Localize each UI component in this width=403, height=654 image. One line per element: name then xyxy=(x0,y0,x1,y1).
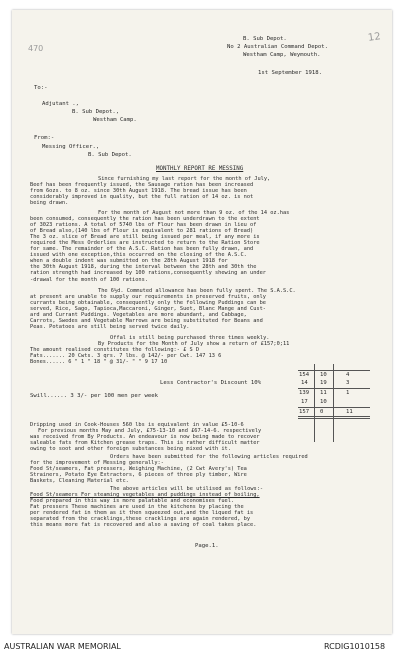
swill-pounds: 17 xyxy=(301,399,308,405)
from-line-2: B. Sub Depot. xyxy=(88,152,132,158)
text-line: owing to soot and other foreign substances being mixed with it. xyxy=(30,446,231,453)
text-line: Bones...... 6 " 1 " 18 " @ 31/- " " 9 17 10 xyxy=(30,359,168,366)
text-line: for same. The remainder of the A.S.C. Ration has been fully drawn, and xyxy=(30,246,254,253)
letterhead-unit: B. Sub Depot. xyxy=(243,36,287,42)
text-line: The amount realised constitutes the following:- £ S D xyxy=(30,347,200,354)
text-line: of 3023 rations. A total of 5740 lbs of Flour has been drawn in lieu of xyxy=(30,222,257,229)
text-line: Food prepared in this way is more palatable and economises fuel. xyxy=(30,498,235,505)
report-title: MONTHLY REPORT RE MESSING xyxy=(156,166,244,172)
from-label: From:- xyxy=(34,135,55,141)
text-line: The 3 oz. slice of Bread are still being issued per meal, if any more is xyxy=(30,234,260,241)
to-line-2: B. Sub Depot., xyxy=(72,109,120,115)
text-line: ration strength had increased by 100 rations,consequently shewing an under xyxy=(30,270,266,277)
footer-archive-id: RCDIG1010158 xyxy=(324,642,386,651)
swill-label: Swill...... 3 3/- per 100 men per week xyxy=(30,393,158,399)
to-line-1: Adjutant ., xyxy=(42,101,80,107)
discount-shillings: 19 xyxy=(320,380,327,386)
letter-date: 1st September 1918. xyxy=(258,70,322,76)
discount-pounds: 14 xyxy=(301,380,308,386)
text-line: for the improvement of Messing generally:- xyxy=(30,460,164,467)
net-pounds: 139 xyxy=(299,390,310,396)
footer-archive-name: AUSTRALIAN WAR MEMORIAL xyxy=(4,642,121,651)
paragraph-6-orders xyxy=(30,454,384,484)
text-line: Since furnishing my last report for the month of July, xyxy=(98,176,271,182)
text-line: For the month of August not more than 9 oz. of the 14 oz.has xyxy=(98,210,290,216)
text-line: saleable fats from Kitchen grease traps. This is rather difficult matter xyxy=(30,440,260,447)
text-line: Offal is still being purchased three times weekly. xyxy=(110,335,270,341)
text-line: required the Mess Orderlies are instructed to return to the Ration Store xyxy=(30,240,260,247)
text-line: Carrots, Swedes and Vegetable Marrows are being substituted for Beans and xyxy=(30,318,263,325)
pencil-mark-left: 470 xyxy=(28,44,44,53)
text-line: Strainers, Potato Eye Extractors, 6 pieces of three ply timber, Wire xyxy=(30,472,247,479)
discount-pence: 3 xyxy=(346,380,350,386)
text-line: Food St/seamers, Fat pressers, Weighing Machine, (2 Cwt Avery's) Tea xyxy=(30,466,247,473)
text-line: Beef has been frequently issued, the Sausage ration has been increased xyxy=(30,182,254,189)
sum-rule xyxy=(298,388,370,389)
text-line: Fats....... 20 Cwts. 3 qrs. 7 lbs. @ 142/- per Cwt. 147 13 6 xyxy=(30,353,222,360)
text-line: Fat pressers These machines are used in the kitchens by placing the xyxy=(30,504,244,511)
sum-rule xyxy=(298,370,370,371)
sum-rule xyxy=(298,407,370,408)
paragraph-3 xyxy=(30,288,384,330)
page-number: Page.1. xyxy=(195,543,219,549)
paragraph-4-by-products xyxy=(30,335,390,365)
net-pence: 1 xyxy=(346,390,350,396)
text-line: Peas. Potatoes are still being served twice daily. xyxy=(30,324,190,331)
text-line: been consumed, consequently the ration has been underdrawn to the extent xyxy=(30,216,260,223)
text-line: For previous months May and July, £75-13-10 and £67-14-6. respectively xyxy=(38,428,262,435)
text-line: separated from the cracklings,these cracklings are again rendered, by xyxy=(30,516,251,523)
text-line: this means more fat is recovered and also a saving of coal takes place. xyxy=(30,522,257,529)
text-line: By Products for the Month of July show a return of £157;0;11 xyxy=(98,341,290,348)
text-line: of Bread also,(140 lbs of Flour is equivalent to 281 rations of Bread) xyxy=(30,228,254,235)
subtotal-shillings: 10 xyxy=(320,372,327,378)
subtotal-pounds: 154 xyxy=(299,372,310,378)
paragraph-7-usage xyxy=(30,486,384,528)
letterhead-command: No 2 Australian Command Depot. xyxy=(227,44,329,50)
text-line: currants being obtainable, consequently only the following Puddings can be xyxy=(30,300,266,307)
paragraph-1 xyxy=(30,176,384,206)
to-label: To:- xyxy=(34,85,48,91)
total-double-rule xyxy=(298,418,370,419)
text-line: when a double indent was submitted on the 28th August 1918 for xyxy=(30,258,228,265)
text-line: The above articles will be utilised as follows:- xyxy=(110,486,264,492)
net-shillings: 11 xyxy=(320,390,327,396)
total-shillings: 0 xyxy=(320,409,324,415)
discount-label: Less Contractor's Discount 10% xyxy=(160,380,262,386)
from-line-1: Messing Officer., xyxy=(42,144,100,150)
text-line: Dripping used in Cook-Houses 560 lbs is equivalent in value £5-10-6 xyxy=(30,422,244,428)
text-line: issued with one exception,this occurred on the closing of the A.S.C. xyxy=(30,252,247,259)
swill-shillings: 10 xyxy=(320,399,327,405)
text-line: from 6ozs. to 8 oz. since 30th August 1918. The bread issue has been xyxy=(30,188,247,195)
paragraph-2 xyxy=(30,210,384,283)
text-line: -drawal for the month of 100 rations. xyxy=(30,276,148,283)
subtotal-pence: 4 xyxy=(346,372,350,378)
to-line-3: Westham Camp. xyxy=(93,117,137,123)
text-line: served, Rice, Sago, Tapioca,Maccaroni, Ginger, Suet, Blanc Mange and Cust- xyxy=(30,306,266,313)
document-page xyxy=(12,10,392,634)
text-line: considerably improved in quality, but the full ration of 14 oz. is not xyxy=(30,194,254,201)
text-line: The 6½d. Commuted allowance has been fully spent. The S.A.S.C. xyxy=(98,288,296,294)
text-line: was received from By Products. An endeavour is now being made to recover xyxy=(30,434,260,441)
total-pounds: 157 xyxy=(299,409,310,415)
paragraph-5-dripping xyxy=(30,422,384,452)
text-line: being drawn. xyxy=(30,200,69,207)
total-double-rule xyxy=(298,416,370,417)
total-pence: 11 xyxy=(346,409,353,415)
text-line: Orders have been submitted for the following articles required xyxy=(110,454,308,460)
text-line: Baskets, Cleaning Material etc. xyxy=(30,478,129,485)
pencil-mark-corner: 12 xyxy=(367,31,382,44)
text-line: at present are unable to supply our requirements in preserved fruits, only xyxy=(30,294,266,301)
letterhead-location: Westham Camp, Weymouth. xyxy=(243,52,321,58)
text-line: per rendered fat in them as it then squeezed out,and the liqued fat is xyxy=(30,510,254,517)
text-line: Food St/seamers For steaming vegetables and puddings instead of boiling, xyxy=(30,492,260,499)
text-line: ard and Currant Puddings. Vegetables are more abundant, and Cabbage, xyxy=(30,312,247,319)
text-line: the 30th August 1918, during the interval between the 28th and 30th the xyxy=(30,264,257,271)
